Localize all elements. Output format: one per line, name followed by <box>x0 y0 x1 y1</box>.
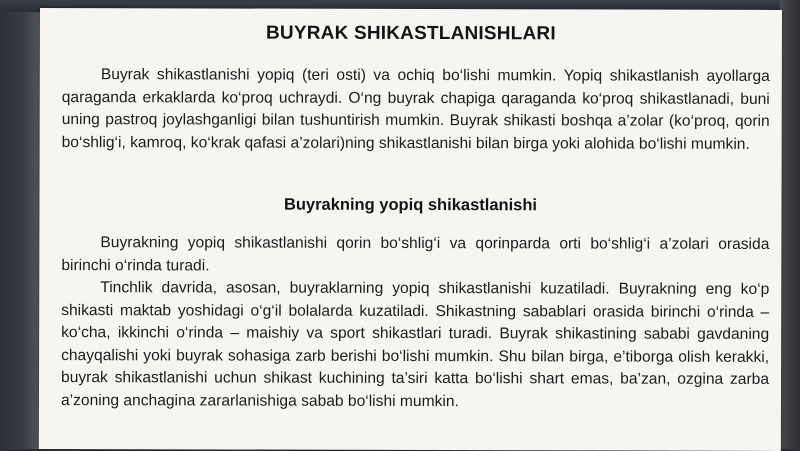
paragraph: Tinchlik davrida, asosan, buyraklarning yopiq shikastlanishi kuzatiladi. Buyrakning eng ko‘p shikasti maktab yoshidagi o‘g‘il bolalarda kuzatiladi. Shikastning sabablari orasida birinchi o‘rinda – ko‘cha, ikkinchi o‘rinda – maishiy va sport shikastlari turadi. Buyrak shikastining sababi gavdaning chayqalishi yoki buyrak sohasiga zarb berishi bo‘lishi mumkin. Shu bilan birga, e’tiborga olish kerakki, buyrak shikastlanishi uchun shikast kuchining ta’siri katta bo‘lishi shart emas, ba’zan, ozgina zarba a’zoning anchagina zararlanishiga sabab bo‘lishi mumkin. <box>60 279 770 410</box>
document-page <box>39 8 782 451</box>
background-left-edge <box>0 0 40 449</box>
page-title: BUYRAK SHIKASTLANISHLARI <box>266 22 556 45</box>
paragraph: Buyrak shikastlanishi yopiq (teri osti) va ochiq bo‘lishi mumkin. Yopiq shikastlanish ayollarga qaraganda erkaklarda ko‘proq uchraydi. O‘ng buyrak chapiga qaraganda ko‘proq shikastlanadi, buni uning pastroq joylashganligi bilan tushuntirish mumkin. Buyrak shikasti boshqa a’zolar (ko‘proq, qorin bo‘shlig‘i, kamroq, ko‘krak qafasi a’zolari)ning shikastlanishi bilan birga yoki alohida bo‘lishi mumkin. <box>61 66 770 153</box>
section-heading: Buyrakning yopiq shikastlanishi <box>283 195 538 215</box>
paragraph: Buyrakning yopiq shikastlanishi qorin bo‘shlig‘i va qorinparda orti bo‘shlig‘i a’zolari orasida birinchi o‘rinda turadi. <box>61 234 770 274</box>
background-right-edge <box>780 0 800 449</box>
